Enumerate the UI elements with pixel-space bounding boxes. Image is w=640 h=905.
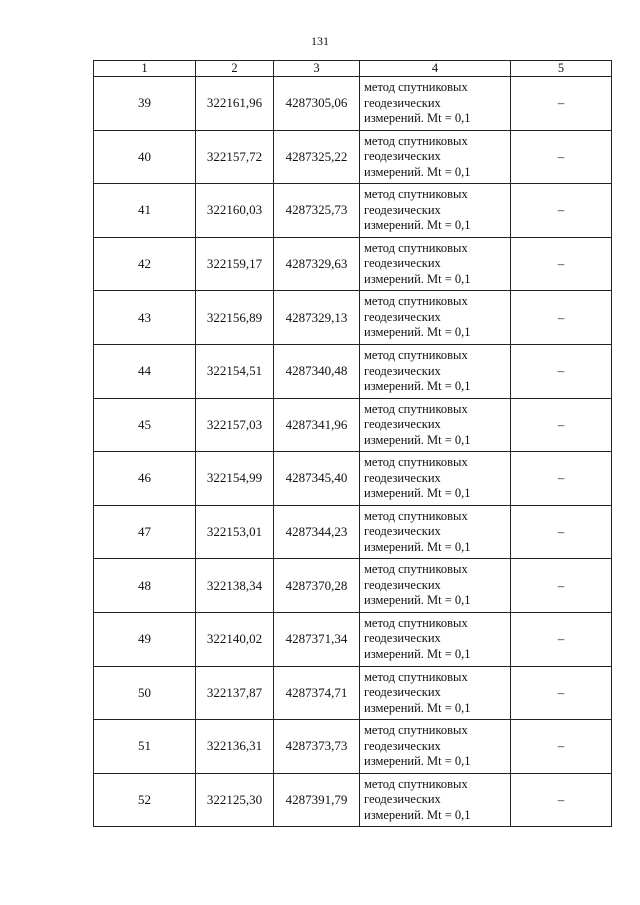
table-row (94, 559, 612, 613)
method-cell: метод спутниковых геодезических измерений. Mt = 0,1 (360, 559, 511, 613)
note-cell: – (511, 452, 612, 506)
note-cell: – (511, 505, 612, 559)
table-row (94, 666, 612, 720)
column-header-1: 1 (94, 61, 196, 77)
point-number-cell: 44 (94, 344, 196, 398)
method-cell: метод спутниковых геодезических измерений. Mt = 0,1 (360, 612, 511, 666)
point-number-cell: 40 (94, 130, 196, 184)
point-number-cell: 39 (94, 77, 196, 131)
point-number-cell: 52 (94, 773, 196, 827)
point-number-cell: 43 (94, 291, 196, 345)
y-coordinate-cell: 4287391,79 (274, 773, 360, 827)
y-coordinate-cell: 4287341,96 (274, 398, 360, 452)
point-number-cell: 48 (94, 559, 196, 613)
table-row (94, 237, 612, 291)
table-row (94, 291, 612, 345)
y-coordinate-cell: 4287305,06 (274, 77, 360, 131)
point-number-cell: 41 (94, 184, 196, 238)
y-coordinate-cell: 4287329,13 (274, 291, 360, 345)
table-row (94, 612, 612, 666)
method-cell: метод спутниковых геодезических измерений. Mt = 0,1 (360, 77, 511, 131)
y-coordinate-cell: 4287373,73 (274, 720, 360, 774)
method-cell: метод спутниковых геодезических измерений. Mt = 0,1 (360, 720, 511, 774)
method-cell: метод спутниковых геодезических измерений. Mt = 0,1 (360, 184, 511, 238)
point-number-cell: 42 (94, 237, 196, 291)
method-cell: метод спутниковых геодезических измерений. Mt = 0,1 (360, 773, 511, 827)
x-coordinate-cell: 322157,03 (196, 398, 274, 452)
y-coordinate-cell: 4287345,40 (274, 452, 360, 506)
table-body (94, 77, 612, 827)
x-coordinate-cell: 322154,99 (196, 452, 274, 506)
column-header-2: 2 (196, 61, 274, 77)
table-row (94, 452, 612, 506)
table-header (94, 61, 612, 77)
table-row (94, 773, 612, 827)
x-coordinate-cell: 322137,87 (196, 666, 274, 720)
x-coordinate-cell: 322159,17 (196, 237, 274, 291)
column-header-4: 4 (360, 61, 511, 77)
point-number-cell: 49 (94, 612, 196, 666)
coordinates-table (93, 60, 612, 827)
note-cell: – (511, 720, 612, 774)
point-number-cell: 46 (94, 452, 196, 506)
x-coordinate-cell: 322138,34 (196, 559, 274, 613)
point-number-cell: 50 (94, 666, 196, 720)
point-number-cell: 51 (94, 720, 196, 774)
point-number-cell: 45 (94, 398, 196, 452)
note-cell: – (511, 612, 612, 666)
note-cell: – (511, 398, 612, 452)
x-coordinate-cell: 322153,01 (196, 505, 274, 559)
column-header-3: 3 (274, 61, 360, 77)
page-number: 131 (311, 34, 329, 48)
y-coordinate-cell: 4287325,73 (274, 184, 360, 238)
table-row (94, 398, 612, 452)
method-cell: метод спутниковых геодезических измерений. Mt = 0,1 (360, 237, 511, 291)
table-row (94, 184, 612, 238)
note-cell: – (511, 130, 612, 184)
table-row (94, 130, 612, 184)
point-number-cell: 47 (94, 505, 196, 559)
y-coordinate-cell: 4287340,48 (274, 344, 360, 398)
x-coordinate-cell: 322157,72 (196, 130, 274, 184)
note-cell: – (511, 559, 612, 613)
header-row (94, 61, 612, 77)
note-cell: – (511, 666, 612, 720)
x-coordinate-cell: 322136,31 (196, 720, 274, 774)
note-cell: – (511, 344, 612, 398)
y-coordinate-cell: 4287325,22 (274, 130, 360, 184)
x-coordinate-cell: 322125,30 (196, 773, 274, 827)
note-cell: – (511, 77, 612, 131)
x-coordinate-cell: 322156,89 (196, 291, 274, 345)
y-coordinate-cell: 4287329,63 (274, 237, 360, 291)
table-row (94, 77, 612, 131)
method-cell: метод спутниковых геодезических измерений. Mt = 0,1 (360, 344, 511, 398)
table-row (94, 720, 612, 774)
table-row (94, 344, 612, 398)
note-cell: – (511, 291, 612, 345)
table-row (94, 505, 612, 559)
x-coordinate-cell: 322154,51 (196, 344, 274, 398)
method-cell: метод спутниковых геодезических измерений. Mt = 0,1 (360, 452, 511, 506)
x-coordinate-cell: 322160,03 (196, 184, 274, 238)
y-coordinate-cell: 4287344,23 (274, 505, 360, 559)
x-coordinate-cell: 322140,02 (196, 612, 274, 666)
column-header-5: 5 (511, 61, 612, 77)
x-coordinate-cell: 322161,96 (196, 77, 274, 131)
y-coordinate-cell: 4287371,34 (274, 612, 360, 666)
y-coordinate-cell: 4287370,28 (274, 559, 360, 613)
y-coordinate-cell: 4287374,71 (274, 666, 360, 720)
method-cell: метод спутниковых геодезических измерений. Mt = 0,1 (360, 398, 511, 452)
method-cell: метод спутниковых геодезических измерений. Mt = 0,1 (360, 291, 511, 345)
note-cell: – (511, 773, 612, 827)
method-cell: метод спутниковых геодезических измерений. Mt = 0,1 (360, 666, 511, 720)
note-cell: – (511, 237, 612, 291)
method-cell: метод спутниковых геодезических измерений. Mt = 0,1 (360, 130, 511, 184)
note-cell: – (511, 184, 612, 238)
method-cell: метод спутниковых геодезических измерений. Mt = 0,1 (360, 505, 511, 559)
